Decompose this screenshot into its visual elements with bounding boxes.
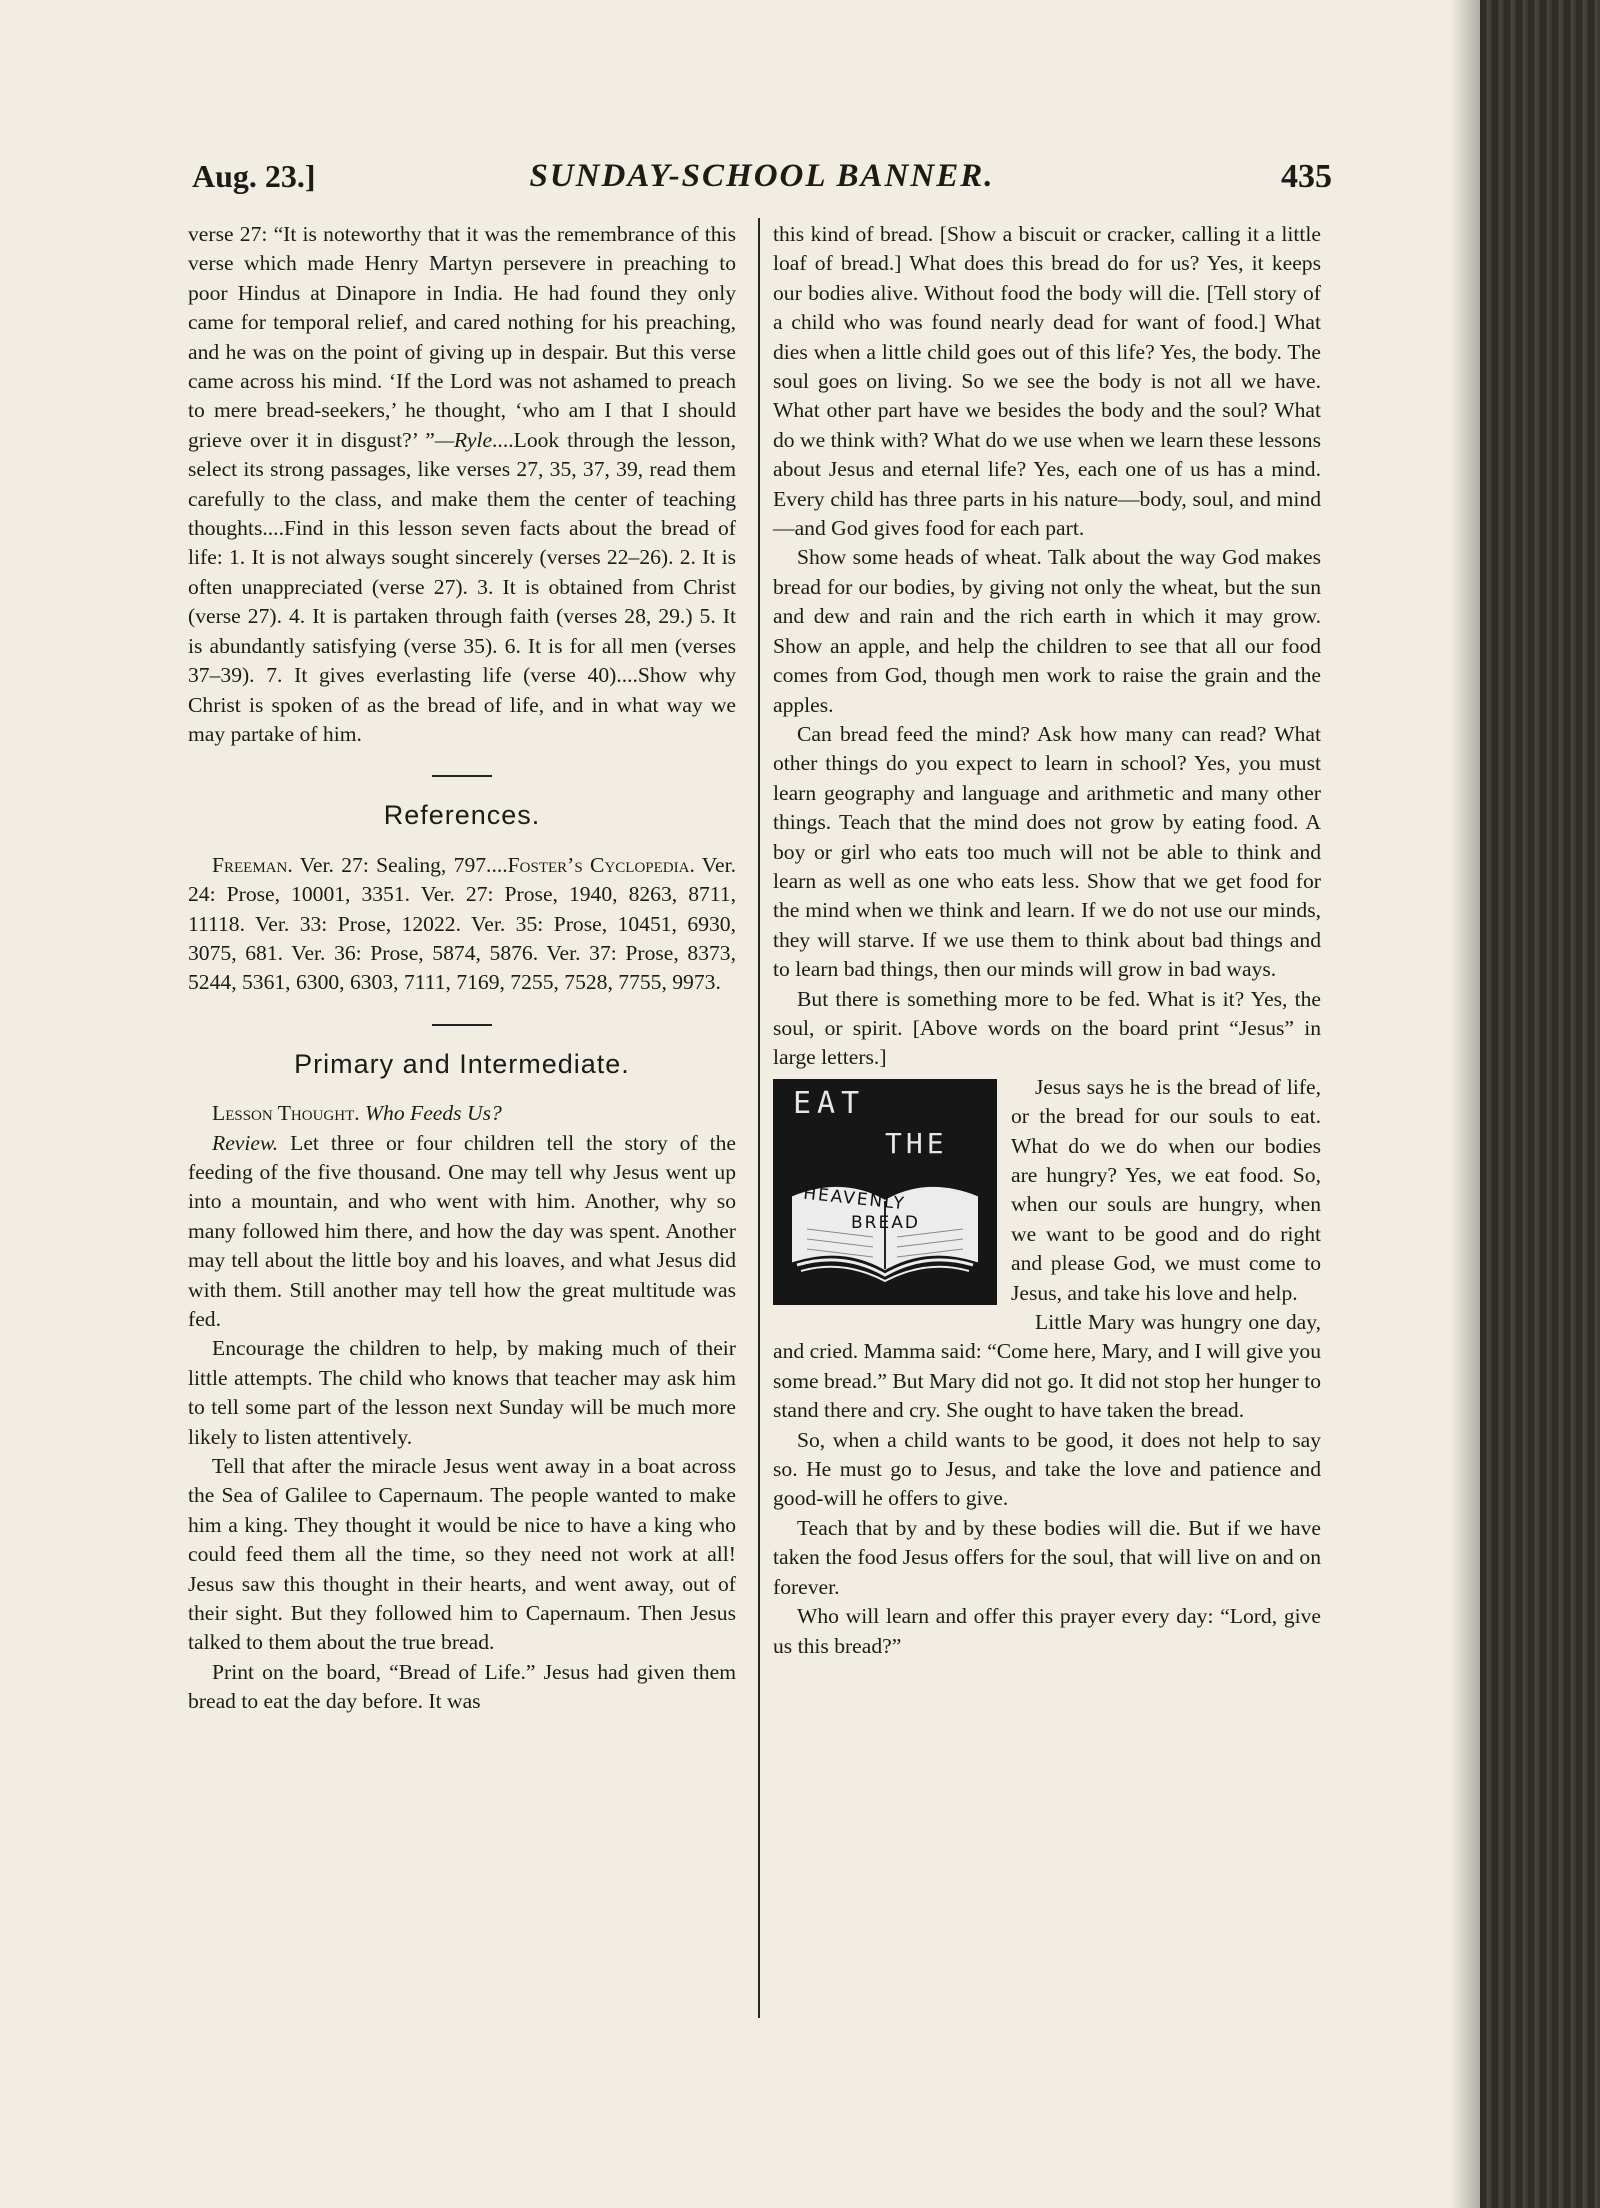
paragraph-bread: this kind of bread. [Show a biscuit or cracker, calling it a little loaf of bread.] What does this bread do for us? Yes, it keeps our bodies alive. Without food the body will die. [Tell story of a child who was found nearly dead for want of food.] What dies when a little child goes out of this life? Yes, the body. The soul goes on living. So we see the body is not all we have. What other part have we besides the body and the soul? What do we think with? What do we use when we learn these lessons about Jesus and eternal life? Yes, each one of us has a mind. Every child has three parts in his nature—body, soul, and mind—and God gives food for each part. <box>773 222 1321 541</box>
figure-text-heavenly: HEAVENLY <box>802 1183 907 1215</box>
right-column <box>773 220 1321 1661</box>
miracle-paragraph: Tell that after the miracle Jesus went away in a boat across the Sea of Galilee to Capernaum. The people wanted to make him a king. They thought it would be nice to have a king who could feed them all the time, so they need not work at all! Jesus saw this thought in their hearts, and went away, out of their sight. But they followed him to Capernaum. Then Jesus talked to them about the true bread. <box>188 1454 736 1655</box>
print-board-paragraph: Print on the board, “Bread of Life.” Jesus had given them bread to eat the day before. It was <box>188 1659 736 1714</box>
publication-title: SUNDAY-SCHOOL BANNER. <box>529 158 995 194</box>
figure-text-eat: EAT <box>793 1085 866 1121</box>
paragraph-soul: But there is something more to be fed. What is it? Yes, the soul, or spirit. [Above words on the board print “Jesus” in large letters.] <box>773 986 1321 1070</box>
primary-heading: Primary and Intermediate. <box>294 1048 630 1079</box>
references-text-1: Ver. 27: Sealing, 797.... <box>292 852 508 877</box>
references-heading: References. <box>383 800 541 831</box>
lesson-thought-title: Who Feeds Us? <box>365 1101 502 1126</box>
lesson-thought-label: Lesson Thought. <box>212 1101 360 1126</box>
paragraph-prayer: Who will learn and offer this prayer every day: “Lord, give us this bread?” <box>773 1604 1321 1658</box>
references-text-2: Ver. 24: Prose, 10001, 3351. Ver. 27: Prose, 1940, 8263, 8711, 11118. Ver. 33: Prose, 12022. Ver. 35: Prose, 10451, 6930, 3075, 681. Ver. 36: Prose, 5874, 5876. Ver. 37: Prose, 8373, 5244, 5361, 6300, 6303, 7111, 7169, 7255, 7528, 7755, 9973. <box>188 852 736 995</box>
paragraph-little-mary: Little Mary was hungry one day, and cried. Mamma said: “Come here, Mary, and I will give you some bread.” But Mary did not go. It did not stop her hunger to stand there and cry. She ought to have taken the bread. <box>773 1310 1321 1423</box>
freeman-label: Freeman. <box>212 852 293 877</box>
intro-continued-text: ....Look through the lesson, select its strong passages, like verses 27, 35, 37, 39, read them carefully to the class, and make them the center of teaching thoughts....Find in this lesson seven facts about the bread of life: 1. It is not always sought sincerely (verses 22–26). 2. It is often unappreciated (verse 27). 3. It is obtained from Christ (verse 27). 4. It is partaken through faith (verses 28, 29.) 5. It is abundantly satisfying (verse 35). 6. It is for all men (verses 37–39). 7. It gives everlasting life (verse 40)....Show why Christ is spoken of as the bread of life, and in what way we may partake of him. <box>188 427 737 746</box>
paragraph-jesus-bread: Jesus says he is the bread of life, or the bread for our souls to eat. What do we do when our bodies are hungry? Yes, we eat food. So, when our souls are hungry, when we want to be good and do right and please God, we must come to Jesus, and take his love and help. <box>1011 1074 1321 1305</box>
column-divider <box>758 218 760 2018</box>
figure-text-the: THE <box>885 1126 948 1160</box>
section-separator <box>432 1024 492 1026</box>
heavenly-bread-illustration <box>773 1079 997 1305</box>
lesson-thought <box>188 1099 736 1128</box>
page-header <box>192 158 1332 202</box>
review-text: Let three or four children tell the story of the feeding of the five thousand. One may tell why Jesus went up into a mountain, and who went with him. Another, why so many followed him there, and how the day was spent. Another may tell about the little boy and his loaves, and what Jesus did with them. Still another may tell how the great multitude was fed. <box>188 1130 736 1331</box>
references-paragraph <box>188 851 736 998</box>
figure-text-bread: BREAD <box>851 1212 920 1233</box>
paragraph-go-to-jesus: So, when a child wants to be good, it does not help to say so. He must go to Jesus, and take the love and patience and good-will he offers to give. <box>773 1427 1321 1511</box>
review-label: Review. <box>212 1130 279 1155</box>
review-paragraph <box>188 1129 736 1335</box>
paragraph-mind: Can bread feed the mind? Ask how many can read? What other things do you expect to learn in school? Yes, you must learn geography and language and arithmetic and many other things. Teach that the mind does not grow by eating food. A boy or girl who eats too much will not be able to think and learn as well as one who eats less. Show that we get food for the mind when we think and learn. If we do not use our minds, they will starve. If we use them to think about bad things and to learn bad things, then our minds will grow in bad ways. <box>773 721 1321 982</box>
encourage-paragraph: Encourage the children to help, by making much of their little attempts. The child who knows that teacher may ask him to tell some part of the lesson next Sunday will be much more likely to listen attentively. <box>188 1336 736 1449</box>
book-binding <box>1480 0 1600 2208</box>
page-number: 435 <box>1281 158 1332 195</box>
left-column <box>188 220 736 1717</box>
issue-date: Aug. 23.] <box>192 158 316 194</box>
ryle-citation: —Ryle <box>434 427 493 452</box>
paragraph-wheat: Show some heads of wheat. Talk about the way God makes bread for our bodies, by giving not only the wheat, but the sun and dew and rain and the rich earth in which it may grow. Show an apple, and help the children to see that all our food comes from God, though men work to raise the grain and the apples. <box>773 545 1321 717</box>
intro-text: verse 27: “It is noteworthy that it was the remembrance of this verse which made Henry Martyn persevere in preaching to poor Hindus at Dinapore in India. He had found they only came for temporal relief, and cared nothing for his preaching, and he was on the point of giving up in despair. But this verse came across his mind. ‘If the Lord was not ashamed to preach to mere bread-seekers,’ he thought, ‘who am I that I should grieve over it in disgust?’ ” <box>188 222 736 452</box>
section-separator <box>432 775 492 777</box>
fosters-cyclopedia-label: Foster’s Cyclopedia. <box>507 852 695 877</box>
paragraph-bodies-die: Teach that by and by these bodies will die. But if we have taken the food Jesus offers for the soul, that will live on and on forever. <box>773 1515 1321 1599</box>
intro-paragraph <box>188 220 736 749</box>
